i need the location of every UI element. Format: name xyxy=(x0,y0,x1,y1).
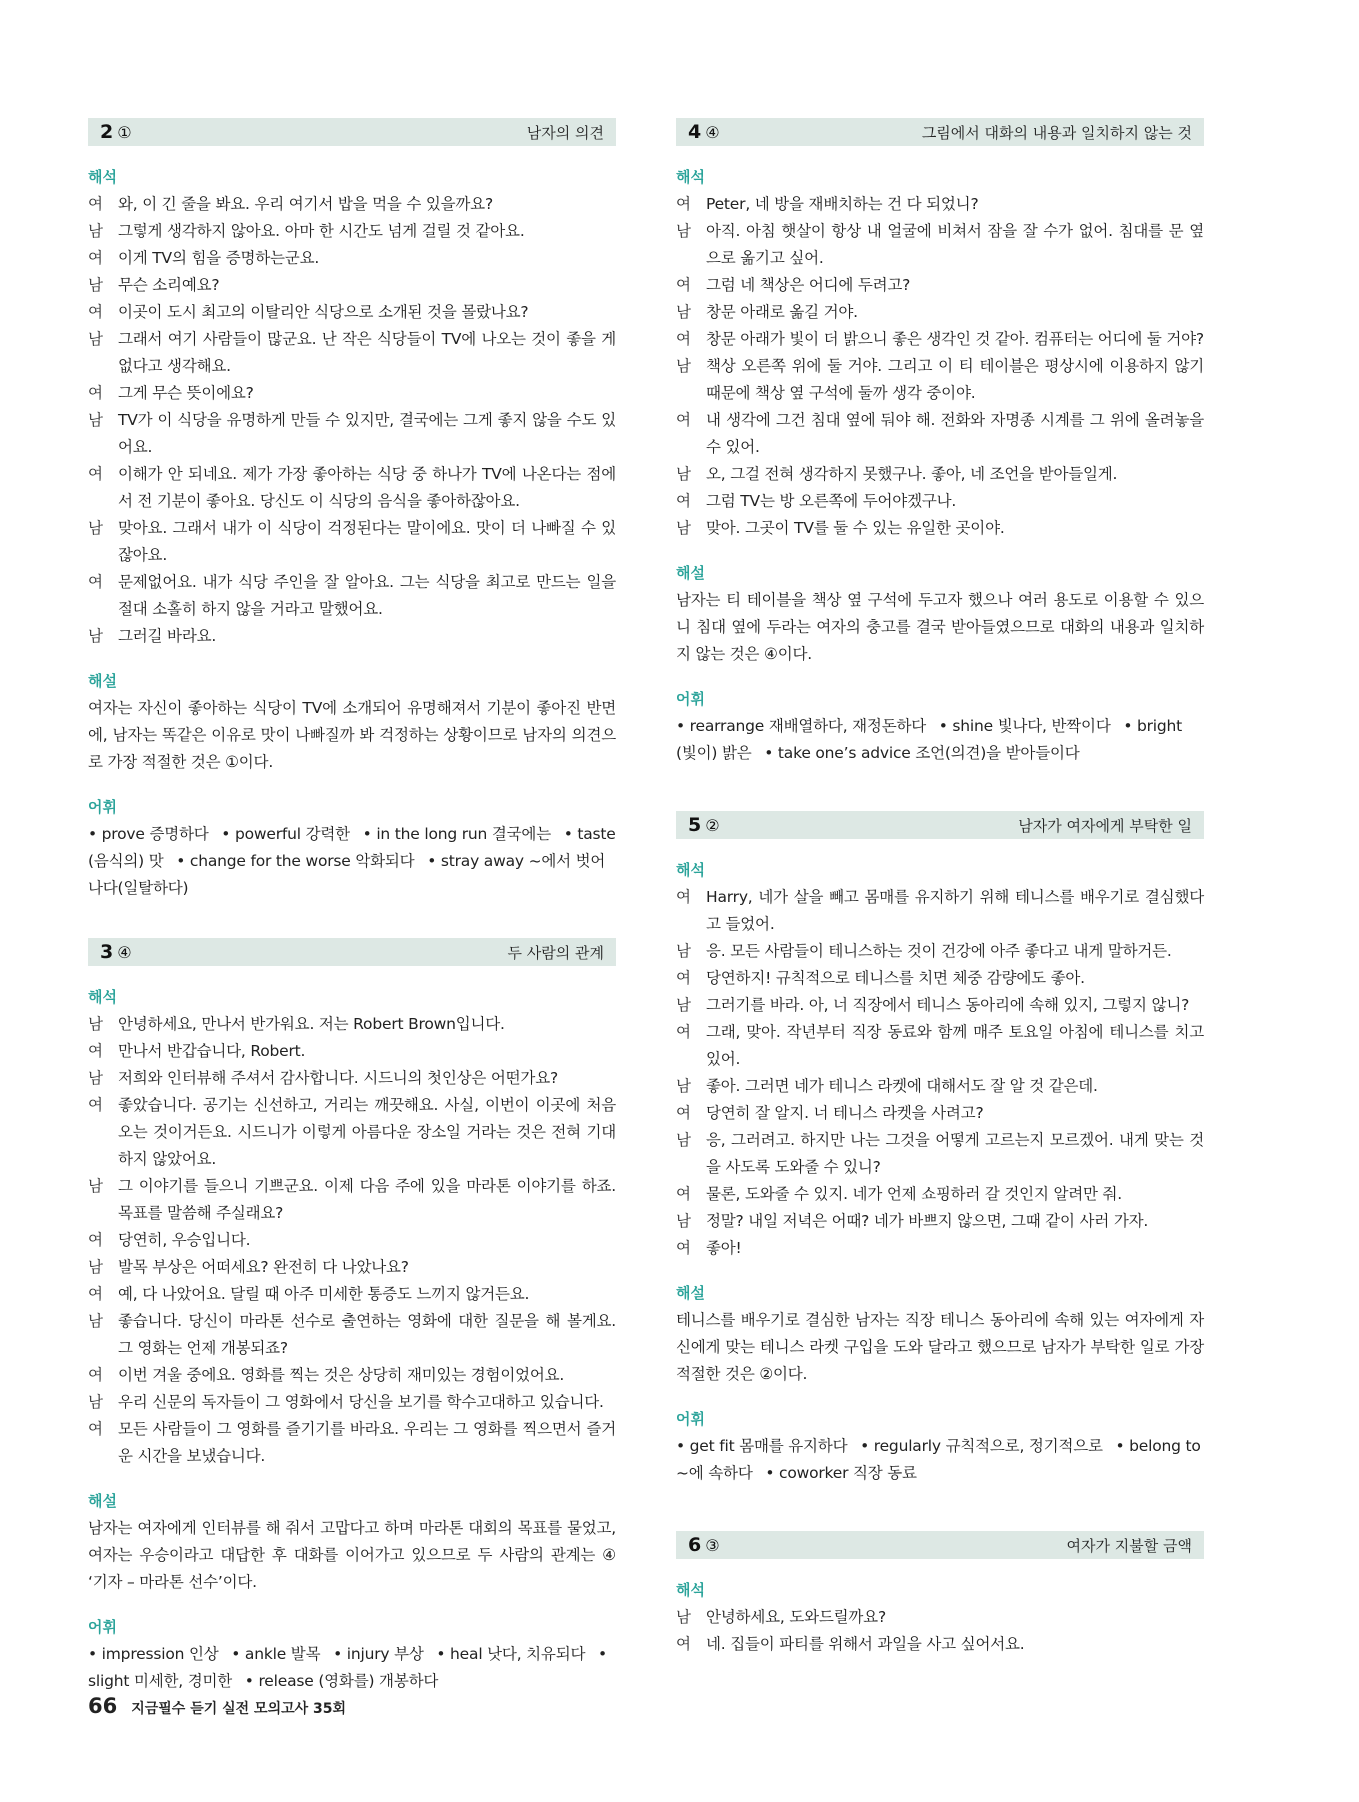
vocab-item: • get fit 몸매를 유지하다 xyxy=(676,1437,848,1455)
speaker-label: 남 xyxy=(676,303,691,321)
utterance-text: 창문 아래로 옮길 거야. xyxy=(706,303,858,321)
utterance-text: 당연히, 우승입니다. xyxy=(118,1231,251,1249)
answer-mark: ② xyxy=(705,816,720,835)
section-topic: 그림에서 대화의 내용과 일치하지 않는 것 xyxy=(921,123,1192,142)
dialogue-line xyxy=(88,245,616,272)
speaker-label: 남 xyxy=(676,1212,691,1230)
utterance-text: 정말? 내일 저녁은 어때? 네가 바쁘지 않으면, 그때 같이 사러 가자. xyxy=(706,1212,1149,1230)
section-gap xyxy=(676,1487,1204,1531)
speaker-label: 여 xyxy=(676,276,691,294)
section-header xyxy=(676,1531,1204,1559)
dialogue-line xyxy=(88,1011,616,1038)
section-2 xyxy=(88,118,616,902)
utterance-text: 책상 오른쪽 위에 둘 거야. 그리고 이 티 테이블은 평상시에 이용하지 않기 때문에 책상 옆 구석에 둘까 생각 중이야. xyxy=(706,357,1204,402)
vocab-list xyxy=(676,1433,1204,1487)
vocab-item: • regularly 규칙적으로, 정기적으로 xyxy=(860,1437,1103,1455)
explanation-text: 남자는 티 테이블을 책상 옆 구석에 두고자 했으나 여러 용도로 이용할 수 있으니 침대 옆에 두라는 여자의 충고를 결국 받아들였으므로 대화의 내용과 일치하지 않는 것은 ④이다. xyxy=(676,591,1204,663)
explanation-text: 테니스를 배우기로 결심한 남자는 직장 테니스 동아리에 속해 있는 여자에게 자신에게 맞는 테니스 라켓 구입을 도와 달라고 했으므로 남자가 부탁한 일로 가장 적절한 것은 ②이다. xyxy=(676,1311,1204,1383)
dialogue xyxy=(676,1604,1204,1658)
dialogue-line xyxy=(88,569,616,623)
utterance-text: 응, 그러려고. 하지만 나는 그것을 어떻게 고르는지 모르겠어. 내게 맞는 것을 사도록 도와줄 수 있니? xyxy=(706,1131,1204,1176)
section-gap xyxy=(676,767,1204,811)
utterance-text: 안녕하세요, 도와드릴까요? xyxy=(706,1608,886,1626)
dialogue-line xyxy=(676,1604,1204,1631)
utterance-text: Harry, 네가 살을 빼고 몸매를 유지하기 위해 테니스를 배우기로 결심했다고 들었어. xyxy=(706,888,1204,933)
vocab-item: • powerful 강력한 xyxy=(221,825,350,843)
utterance-text: 네. 집들이 파티를 위해서 과일을 사고 싶어서요. xyxy=(706,1635,1025,1653)
speaker-label: 남 xyxy=(676,465,691,483)
speaker-label: 남 xyxy=(676,222,691,240)
dialogue-line xyxy=(676,299,1204,326)
vocab-label: 어휘 xyxy=(676,690,705,708)
dialogue-line xyxy=(676,515,1204,542)
utterance-text: 이곳이 도시 최고의 이탈리안 식당으로 소개된 것을 몰랐나요? xyxy=(118,303,529,321)
speaker-label: 여 xyxy=(676,969,691,987)
utterance-text: 오, 그걸 전혀 생각하지 못했구나. 좋아, 네 조언을 받아들일게. xyxy=(706,465,1118,483)
vocab-item: • change for the worse 악화되다 xyxy=(176,852,415,870)
dialogue-line xyxy=(676,353,1204,407)
dialogue-line xyxy=(88,1362,616,1389)
speaker-label: 여 xyxy=(676,492,691,510)
utterance-text: 이게 TV의 힘을 증명하는군요. xyxy=(118,249,320,267)
section-4 xyxy=(676,118,1204,767)
dialogue-line xyxy=(676,1127,1204,1181)
dialogue xyxy=(88,1011,616,1470)
dialogue-line xyxy=(676,488,1204,515)
dialogue-line xyxy=(88,326,616,380)
vocab-list xyxy=(88,821,616,902)
speaker-label: 여 xyxy=(88,1285,103,1303)
utterance-text: 모든 사람들이 그 영화를 즐기기를 바라요. 우리는 그 영화를 찍으면서 즐거운 시간을 보냈습니다. xyxy=(118,1420,616,1465)
vocab-item: • rearrange 재배열하다, 재정돈하다 xyxy=(676,717,927,735)
translation-label: 해석 xyxy=(676,168,705,186)
speaker-label: 여 xyxy=(88,465,103,483)
dialogue-line xyxy=(676,1100,1204,1127)
utterance-text: 좋습니다. 당신이 마라톤 선수로 출연하는 영화에 대한 질문을 해 볼게요. 그 영화는 언제 개봉되죠? xyxy=(118,1312,616,1357)
speaker-label: 여 xyxy=(676,330,691,348)
dialogue-line xyxy=(88,1173,616,1227)
utterance-text: 창문 아래가 빛이 더 밝으니 좋은 생각인 것 같아. 컴퓨터는 어디에 둘 거야? xyxy=(706,330,1204,348)
dialogue-line xyxy=(676,1208,1204,1235)
utterance-text: 그게 무슨 뜻이에요? xyxy=(118,384,254,402)
dialogue-line xyxy=(88,1227,616,1254)
speaker-label: 남 xyxy=(676,942,691,960)
vocab-item: • coworker 직장 동료 xyxy=(765,1464,917,1482)
utterance-text: 좋았습니다. 공기는 신선하고, 거리는 깨끗해요. 사실, 이번이 이곳에 처음 오는 것이거든요. 시드니가 이렇게 아름다운 장소일 거라는 것은 전혀 기대하지 않았어요. xyxy=(118,1096,616,1168)
utterance-text: 그러길 바라요. xyxy=(118,627,217,645)
speaker-label: 여 xyxy=(88,384,103,402)
explanation-label: 해설 xyxy=(88,672,117,690)
dialogue xyxy=(88,191,616,650)
explanation-text: 여자는 자신이 좋아하는 식당이 TV에 소개되어 유명해져서 기분이 좋아진 반면에, 남자는 똑같은 이유로 맛이 나빠질까 봐 걱정하는 상황이므로 남자의 의견으로 가장 적절한 것은 ①이다. xyxy=(88,699,616,771)
speaker-label: 여 xyxy=(88,1096,103,1114)
explanation-label: 해설 xyxy=(676,1284,705,1302)
utterance-text: 그래서 여기 사람들이 많군요. 난 작은 식당들이 TV에 나오는 것이 좋을 게 없다고 생각해요. xyxy=(118,330,616,375)
speaker-label: 여 xyxy=(88,249,103,267)
vocab-item: • release (영화를) 개봉하다 xyxy=(244,1672,439,1690)
dialogue-line xyxy=(88,218,616,245)
speaker-label: 남 xyxy=(676,1077,691,1095)
dialogue-line xyxy=(88,461,616,515)
vocab-label: 어휘 xyxy=(88,798,117,816)
dialogue-line xyxy=(676,1631,1204,1658)
speaker-label: 남 xyxy=(88,519,103,537)
dialogue-line xyxy=(676,1181,1204,1208)
answer-mark: ④ xyxy=(705,123,720,142)
dialogue-line xyxy=(88,515,616,569)
speaker-label: 남 xyxy=(676,519,691,537)
vocab-item: • heal 낫다, 치유되다 xyxy=(436,1645,586,1663)
vocab-item: • in the long run 결국에는 xyxy=(362,825,551,843)
section-topic: 여자가 지불할 금액 xyxy=(1066,1536,1192,1555)
dialogue-line xyxy=(88,1092,616,1173)
explanation-label: 해설 xyxy=(88,1492,117,1510)
section-3 xyxy=(88,938,616,1695)
utterance-text: 우리 신문의 독자들이 그 영화에서 당신을 보기를 학수고대하고 있습니다. xyxy=(118,1393,604,1411)
dialogue-line xyxy=(676,218,1204,272)
utterance-text: 그렇게 생각하지 않아요. 아마 한 시간도 넘게 걸릴 것 같아요. xyxy=(118,222,525,240)
speaker-label: 여 xyxy=(676,1185,691,1203)
utterance-text: 문제없어요. 내가 식당 주인을 잘 알아요. 그는 식당을 최고로 만드는 일을 절대 소홀히 하지 않을 거라고 말했어요. xyxy=(118,573,616,618)
dialogue-line xyxy=(676,461,1204,488)
utterance-text: 저희와 인터뷰해 주셔서 감사합니다. 시드니의 첫인상은 어떤가요? xyxy=(118,1069,558,1087)
speaker-label: 남 xyxy=(88,1393,103,1411)
utterance-text: 안녕하세요, 만나서 반가워요. 저는 Robert Brown입니다. xyxy=(118,1015,505,1033)
answer-mark: ① xyxy=(117,123,132,142)
speaker-label: 여 xyxy=(88,1366,103,1384)
vocab-item: • take one’s advice 조언(의견)을 받아들이다 xyxy=(764,744,1080,762)
right-column xyxy=(676,118,1204,1658)
utterance-text: 좋아! xyxy=(706,1239,742,1257)
explanation-text: 남자는 여자에게 인터뷰를 해 줘서 고맙다고 하며 마라톤 대회의 목표를 물었고, 여자는 우승이라고 대답한 후 대화를 이어가고 있으므로 두 사람의 관계는 ④ ‘기자 – 마라톤 선수’이다. xyxy=(88,1519,616,1591)
utterance-text: TV가 이 식당을 유명하게 만들 수 있지만, 결국에는 그게 좋지 않을 수도 있어요. xyxy=(118,411,616,456)
speaker-label: 여 xyxy=(88,303,103,321)
left-column xyxy=(88,118,616,1695)
vocab-item: • prove 증명하다 xyxy=(88,825,209,843)
dialogue xyxy=(676,884,1204,1262)
utterance-text: 발목 부상은 어떠세요? 완전히 다 나았나요? xyxy=(118,1258,409,1276)
dialogue-line xyxy=(88,623,616,650)
section-number: 2 ① xyxy=(100,121,132,143)
utterance-text: 아직. 아침 햇살이 항상 내 얼굴에 비쳐서 잠을 잘 수가 없어. 침대를 문 옆으로 옮기고 싶어. xyxy=(706,222,1204,267)
speaker-label: 남 xyxy=(88,1312,103,1330)
speaker-label: 여 xyxy=(676,1239,691,1257)
section-number: 4 ④ xyxy=(688,121,720,143)
speaker-label: 여 xyxy=(88,1042,103,1060)
utterance-text: 그럼 TV는 방 오른쪽에 두어야겠구나. xyxy=(706,492,957,510)
utterance-text: 그럼 네 책상은 어디에 두려고? xyxy=(706,276,911,294)
dialogue-line xyxy=(88,380,616,407)
dialogue-line xyxy=(88,1281,616,1308)
speaker-label: 남 xyxy=(88,276,103,294)
translation-label: 해석 xyxy=(88,168,117,186)
speaker-label: 여 xyxy=(676,411,691,429)
translation-label: 해석 xyxy=(88,988,117,1006)
vocab-list xyxy=(676,713,1204,767)
speaker-label: 남 xyxy=(676,1131,691,1149)
vocab-item: • taste (음식의) 맛 xyxy=(88,825,616,870)
dialogue-line xyxy=(88,1416,616,1470)
speaker-label: 남 xyxy=(88,1258,103,1276)
dialogue-line xyxy=(676,1073,1204,1100)
section-topic: 두 사람의 관계 xyxy=(507,943,604,962)
dialogue-line xyxy=(676,884,1204,938)
dialogue-line xyxy=(676,1235,1204,1262)
vocab-item: • belong to ~에 속하다 xyxy=(676,1437,1201,1482)
utterance-text: 와, 이 긴 줄을 봐요. 우리 여기서 밥을 먹을 수 있을까요? xyxy=(118,195,493,213)
utterance-text: 그래, 맞아. 작년부터 직장 동료와 함께 매주 토요일 아침에 테니스를 치고 있어. xyxy=(706,1023,1204,1068)
dialogue xyxy=(676,191,1204,542)
dialogue-line xyxy=(88,407,616,461)
utterance-text: 맞아요. 그래서 내가 이 식당이 걱정된다는 말이에요. 맛이 더 나빠질 수 있잖아요. xyxy=(118,519,616,564)
section-6 xyxy=(676,1531,1204,1658)
section-number: 6 ③ xyxy=(688,1534,720,1556)
speaker-label: 여 xyxy=(676,1635,691,1653)
speaker-label: 남 xyxy=(88,1015,103,1033)
utterance-text: 맞아. 그곳이 TV를 둘 수 있는 유일한 곳이야. xyxy=(706,519,1005,537)
utterance-text: 이번 겨울 중에요. 영화를 찍는 것은 상당히 재미있는 경험이었어요. xyxy=(118,1366,565,1384)
vocab-label: 어휘 xyxy=(88,1618,117,1636)
dialogue-line xyxy=(88,1389,616,1416)
utterance-text: 그러기를 바라. 아, 너 직장에서 테니스 동아리에 속해 있지, 그렇지 않니? xyxy=(706,996,1190,1014)
utterance-text: 무슨 소리예요? xyxy=(118,276,220,294)
speaker-label: 여 xyxy=(88,573,103,591)
dialogue-line xyxy=(676,938,1204,965)
translation-label: 해석 xyxy=(676,1581,705,1599)
utterance-text: 물론, 도와줄 수 있지. 네가 언제 쇼핑하러 갈 것인지 알려만 줘. xyxy=(706,1185,1123,1203)
speaker-label: 여 xyxy=(676,888,691,906)
utterance-text: 당연하지! 규칙적으로 테니스를 치면 체중 감량에도 좋아. xyxy=(706,969,1085,987)
speaker-label: 남 xyxy=(676,996,691,1014)
speaker-label: 남 xyxy=(88,1177,103,1195)
utterance-text: 예, 다 나았어요. 달릴 때 아주 미세한 통증도 느끼지 않거든요. xyxy=(118,1285,530,1303)
speaker-label: 남 xyxy=(88,330,103,348)
dialogue-line xyxy=(676,326,1204,353)
vocab-item: • impression 인상 xyxy=(88,1645,219,1663)
speaker-label: 여 xyxy=(88,195,103,213)
speaker-label: 여 xyxy=(676,1104,691,1122)
dialogue-line xyxy=(88,1308,616,1362)
section-header xyxy=(676,118,1204,146)
dialogue-line xyxy=(88,299,616,326)
speaker-label: 남 xyxy=(676,357,691,375)
section-header xyxy=(88,118,616,146)
vocab-label: 어휘 xyxy=(676,1410,705,1428)
section-5 xyxy=(676,811,1204,1487)
vocab-item: • injury 부상 xyxy=(333,1645,424,1663)
speaker-label: 남 xyxy=(676,1608,691,1626)
utterance-text: 좋아. 그러면 네가 테니스 라켓에 대해서도 잘 알 것 같은데. xyxy=(706,1077,1098,1095)
vocab-list xyxy=(88,1641,616,1695)
section-gap xyxy=(88,902,616,938)
section-header xyxy=(676,811,1204,839)
dialogue-line xyxy=(88,272,616,299)
vocab-item: • ankle 발목 xyxy=(231,1645,321,1663)
utterance-text: 만나서 반갑습니다, Robert. xyxy=(118,1042,306,1060)
speaker-label: 남 xyxy=(88,1069,103,1087)
dialogue-line xyxy=(676,965,1204,992)
speaker-label: 남 xyxy=(88,222,103,240)
utterance-text: Peter, 네 방을 재배치하는 건 다 되었니? xyxy=(706,195,979,213)
utterance-text: 당연히 잘 알지. 너 테니스 라켓을 사려고? xyxy=(706,1104,984,1122)
section-topic: 남자가 여자에게 부탁한 일 xyxy=(1018,816,1192,835)
utterance-text: 응. 모든 사람들이 테니스하는 것이 건강에 아주 좋다고 내게 말하거든. xyxy=(706,942,1172,960)
dialogue-line xyxy=(88,1038,616,1065)
dialogue-line xyxy=(676,1019,1204,1073)
vocab-item: • stray away ~에서 벗어나다(일탈하다) xyxy=(88,852,606,897)
dialogue-line xyxy=(88,1254,616,1281)
dialogue-line xyxy=(676,992,1204,1019)
dialogue-line xyxy=(88,191,616,218)
dialogue-line xyxy=(676,272,1204,299)
section-topic: 남자의 의견 xyxy=(526,123,604,142)
section-header xyxy=(88,938,616,966)
explanation-label: 해설 xyxy=(676,564,705,582)
speaker-label: 여 xyxy=(676,195,691,213)
speaker-label: 남 xyxy=(88,411,103,429)
dialogue-line xyxy=(676,191,1204,218)
utterance-text: 그 이야기를 들으니 기쁘군요. 이제 다음 주에 있을 마라톤 이야기를 하죠. 목표를 말씀해 주실래요? xyxy=(118,1177,616,1222)
vocab-item: • slight 미세한, 경미한 xyxy=(88,1645,607,1690)
answer-mark: ③ xyxy=(705,1536,720,1555)
speaker-label: 남 xyxy=(88,627,103,645)
dialogue-line xyxy=(676,407,1204,461)
utterance-text: 내 생각에 그건 침대 옆에 둬야 해. 전화와 자명종 시계를 그 위에 올려놓을 수 있어. xyxy=(706,411,1204,456)
speaker-label: 여 xyxy=(676,1023,691,1041)
vocab-item: • bright (빛이) 밝은 xyxy=(676,717,1183,762)
translation-label: 해석 xyxy=(676,861,705,879)
page-footer xyxy=(88,1694,346,1718)
section-number: 5 ② xyxy=(688,814,720,836)
vocab-item: • shine 빛나다, 반짝이다 xyxy=(938,717,1111,735)
speaker-label: 여 xyxy=(88,1231,103,1249)
page-number: 66 xyxy=(88,1694,118,1718)
book-title: 지금필수 듣기 실전 모의고사 35회 xyxy=(131,1701,347,1717)
utterance-text: 이해가 안 되네요. 제가 가장 좋아하는 식당 중 하나가 TV에 나온다는 점에서 전 기분이 좋아요. 당신도 이 식당의 음식을 좋아하잖아요. xyxy=(118,465,616,510)
section-number: 3 ④ xyxy=(100,941,132,963)
dialogue-line xyxy=(88,1065,616,1092)
answer-mark: ④ xyxy=(117,943,132,962)
speaker-label: 여 xyxy=(88,1420,103,1438)
